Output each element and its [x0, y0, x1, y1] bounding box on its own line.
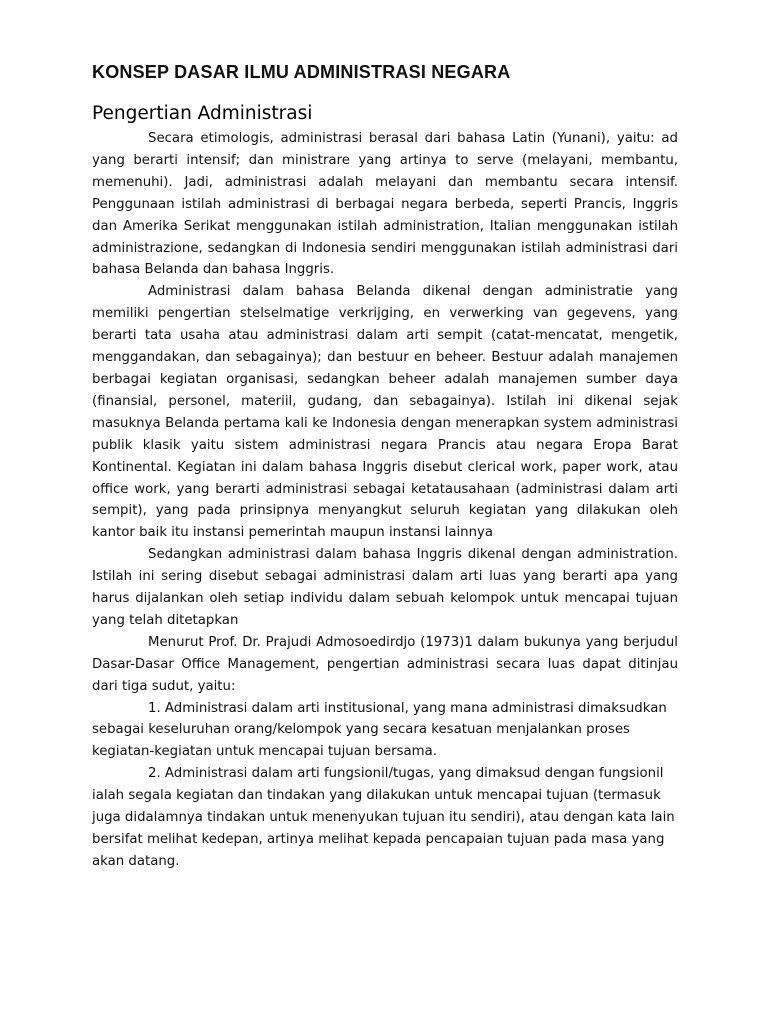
section-heading: Pengertian Administrasi — [92, 103, 313, 124]
paragraph-inggris: Sedangkan administrasi dalam bahasa Inggris dikenal dengan administration. Istilah ini sering disebut sebagai administrasi dalam arti luas yang berarti apa yang harus dijalankan oleh setiap individu dalam sebuah kelompok untuk mencapai tujuan yang telah ditetapkan — [92, 547, 678, 628]
document-body — [92, 128, 678, 873]
document-title: KONSEP DASAR ILMU ADMINISTRASI NEGARA — [92, 62, 511, 82]
paragraph-belanda: Administrasi dalam bahasa Belanda dikenal dengan administratie yang memiliki pengertian stelselmatige verkrijging, en verwerking van gegevens, yang berarti tata usaha atau administrasi dalam arti sempit (catat-mencatat, mengetik, menggandakan, dan sebagainya); dan bestuur en beheer. Bestuur adalah manajemen berbagai kegiatan organisasi, sedangkan beheer adalah manajemen sumber daya (finansial, personel, materiil, gudang, dan sebagainya). Istilah ini dikenal sejak masuknya Belanda pertama kali ke Indonesia dengan menerapkan system administrasi publik klasik yaitu sistem administrasi negara Prancis atau negara Eropa Barat Kontinental. Kegiatan ini dalam bahasa Inggris disebut clerical work, paper work, atau office work, yang berarti administrasi sebagai ketatausahaan (administrasi dalam arti sempit), yang pada prinsipnya menyangkut seluruh kegiatan yang dilakukan oleh kantor baik itu instansi pemerintah maupun instansi lainnya — [92, 284, 678, 541]
list-item-fungsionil: 2. Administrasi dalam arti fungsionil/tugas, yang dimaksud dengan fungsionil ialah segala kegiatan dan tindakan yang dilakukan untuk mencapai tujuan (termasuk juga didalamnya tindakan untuk menenyukan tujuan itu sendiri), atau dengan kata lain bersifat melihat kedepan, artinya melihat kepada pencapaian tujuan pada masa yang akan datang. — [92, 766, 675, 869]
document-page — [92, 58, 678, 873]
paragraph-prajudi: Menurut Prof. Dr. Prajudi Admosoedirdjo (1973)1 dalam bukunya yang berjudul Dasar-Dasar Office Management, pengertian administrasi secara luas dapat ditinjau dari tiga sudut, yaitu: — [92, 634, 678, 694]
paragraph-etimologi: Secara etimologis, administrasi berasal dari bahasa Latin (Yunani), yaitu: ad yang berarti intensif; dan ministrare yang artinya to serve (melayani, membantu, memenuhi). Jadi, administrasi adalah melayani dan membantu secara intensif. Penggunaan istilah administrasi di berbagai negara berbeda, seperti Prancis, Inggris dan Amerika Serikat menggunakan istilah administration, Italian menggunakan istilah administrazione, sedangkan di Indonesia sendiri menggunakan istilah administrasi dari bahasa Belanda dan bahasa Inggris. — [92, 131, 678, 278]
list-item-institusional: 1. Administrasi dalam arti institusional, yang mana administrasi dimaksudkan sebagai keseluruhan orang/kelompok yang secara kesatuan menjalankan proses kegiatan-kegiatan untuk mencapai tujuan bersama. — [92, 700, 667, 760]
